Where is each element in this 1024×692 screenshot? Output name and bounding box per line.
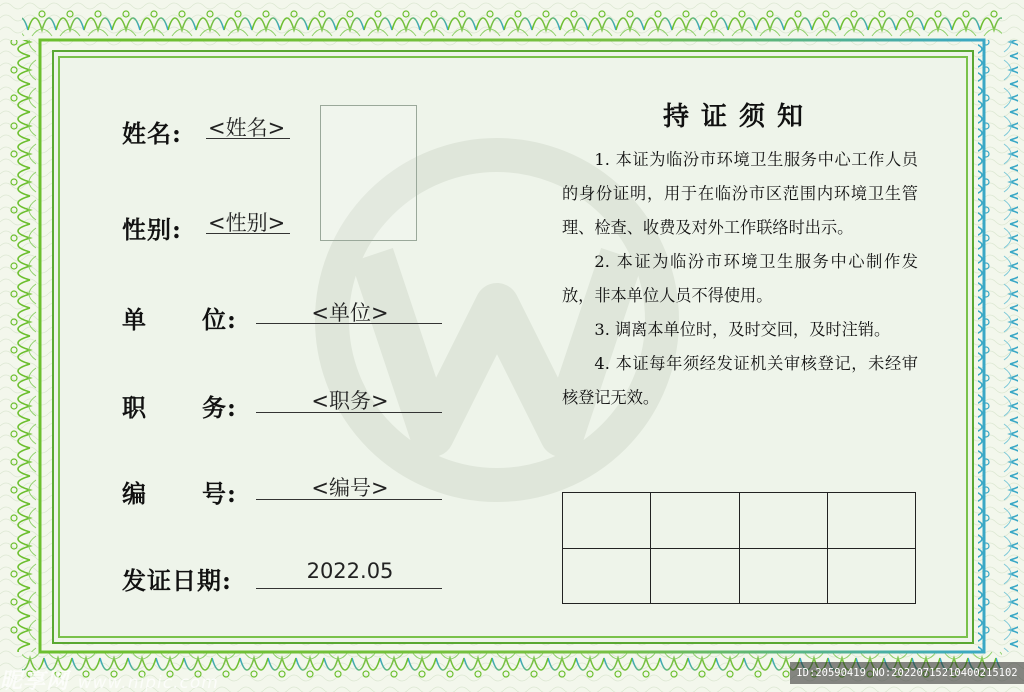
notice-item: 2. 本证为临汾市环境卫生服务中心制作发放，非本单位人员不得使用。 bbox=[562, 252, 918, 305]
site-url: www.nipic.com bbox=[77, 673, 219, 692]
stamp-cell bbox=[739, 493, 827, 549]
notice-item: 1. 本证为临汾市环境卫生服务中心工作人员的身份证明，用于在临汾市区范围内环境卫生管理、检查、收费及对外工作联络时出示。 bbox=[562, 150, 918, 237]
position-label-char-1: 职 bbox=[122, 393, 147, 422]
issue-date-underline bbox=[256, 588, 442, 589]
stamp-cell bbox=[563, 493, 651, 549]
stamp-cell bbox=[827, 493, 915, 549]
gender-underline bbox=[206, 233, 290, 234]
number-label-char-1: 编 bbox=[122, 479, 147, 508]
position-value: <职务> bbox=[311, 389, 389, 413]
unit-label-char-2: 位: bbox=[202, 305, 237, 334]
notice-item: 4. 本证每年须经发证机关审核登记，未经审核登记无效。 bbox=[562, 354, 918, 407]
name-label: 姓名: bbox=[122, 119, 182, 148]
name-underline bbox=[206, 138, 290, 139]
site-credit bbox=[0, 664, 219, 692]
stamp-cell bbox=[651, 548, 739, 604]
stamp-cell bbox=[827, 548, 915, 604]
position-underline bbox=[256, 412, 442, 413]
number-underline bbox=[256, 499, 442, 500]
stamp-cell bbox=[651, 493, 739, 549]
unit-label-char-1: 单 bbox=[122, 305, 147, 334]
gender-value: <性别> bbox=[208, 211, 286, 235]
number-label-char-2: 号: bbox=[202, 479, 237, 508]
unit-underline bbox=[256, 323, 442, 324]
position-label-char-2: 务: bbox=[202, 393, 237, 422]
number-value: <编号> bbox=[311, 476, 389, 500]
notice-title: 持证须知 bbox=[662, 102, 815, 132]
notice-item: 3. 调离本单位时，及时交回，及时注销。 bbox=[594, 320, 891, 339]
unit-value: <单位> bbox=[311, 301, 389, 325]
stamp-cell bbox=[739, 548, 827, 604]
issue-date-value: 2022.05 bbox=[306, 559, 394, 583]
photo-placeholder bbox=[320, 105, 417, 241]
name-value: <姓名> bbox=[208, 116, 286, 140]
image-id-tag: ID:20590419 NO:20220715210400215102 bbox=[790, 662, 1024, 684]
gender-label: 性别: bbox=[122, 215, 182, 244]
notice-body bbox=[562, 143, 918, 415]
stamp-cell bbox=[563, 548, 651, 604]
annual-review-stamp-grid bbox=[562, 492, 916, 604]
site-name: 昵享网 bbox=[0, 669, 70, 692]
issue-date-label: 发证日期: bbox=[122, 566, 232, 595]
